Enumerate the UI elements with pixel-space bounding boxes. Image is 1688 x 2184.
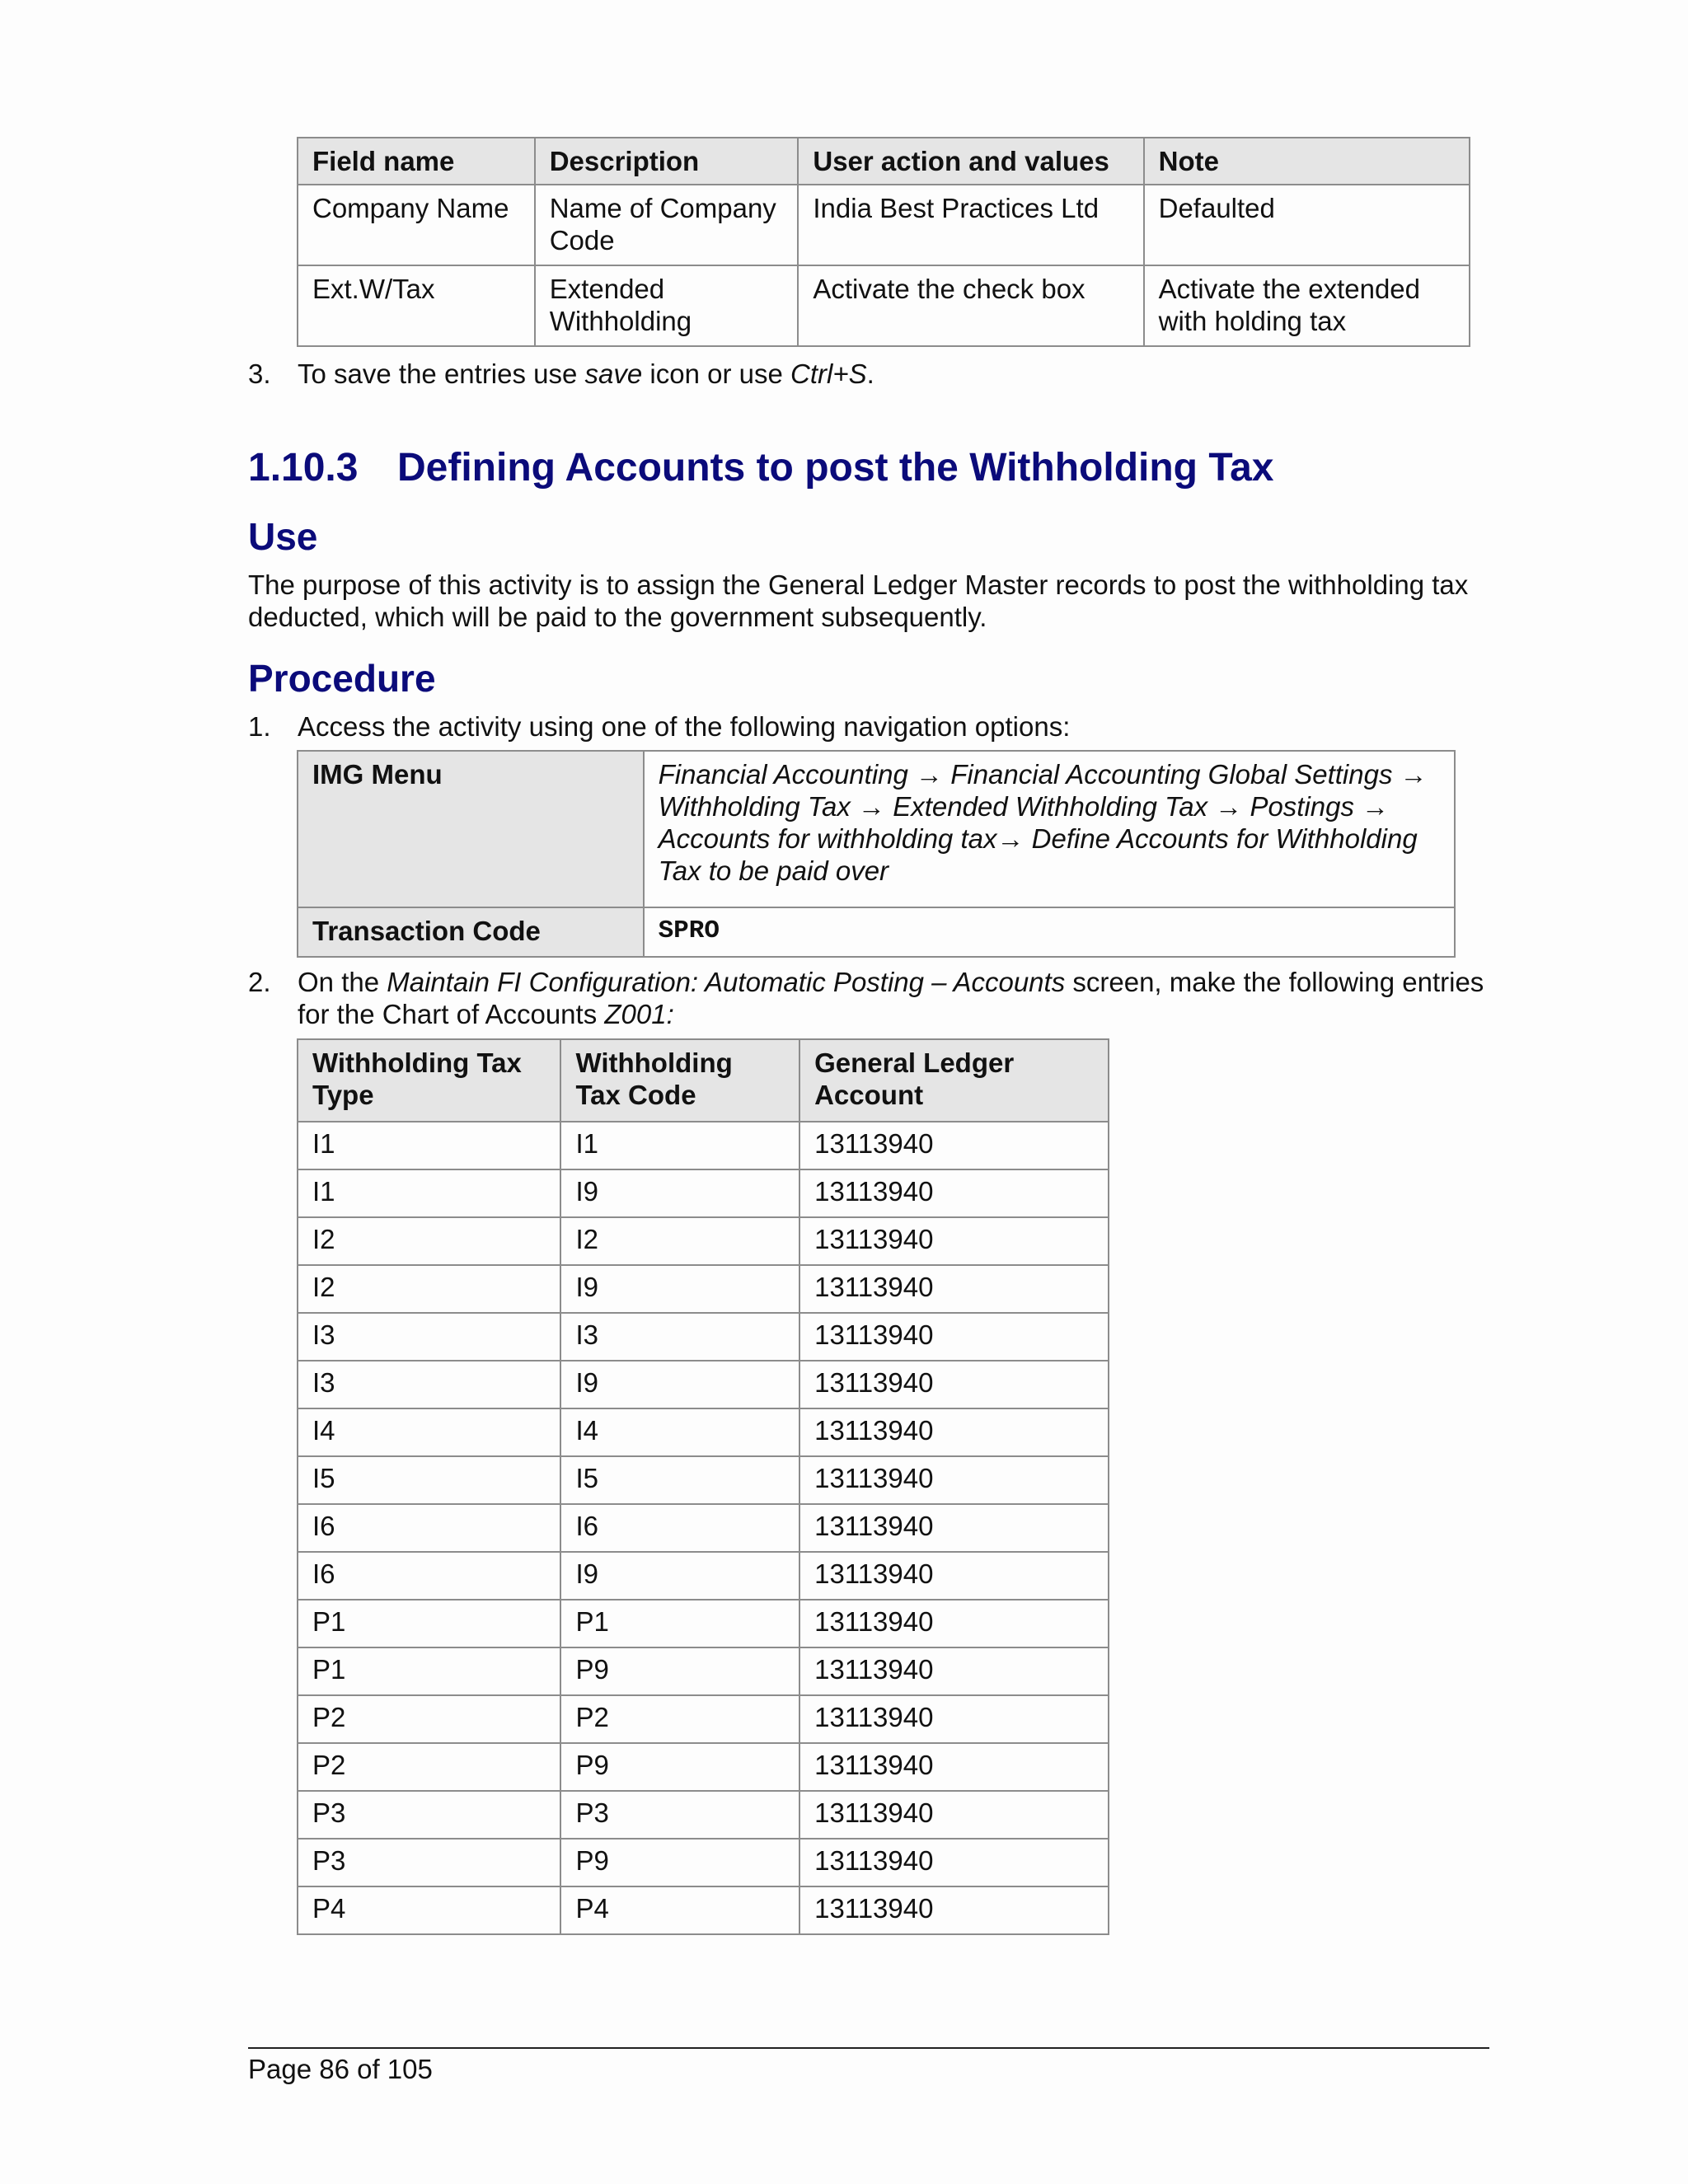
table-cell: I1 <box>298 1122 560 1169</box>
table-cell: I6 <box>298 1504 560 1552</box>
use-heading: Use <box>248 515 318 558</box>
table-cell: I3 <box>560 1313 799 1361</box>
table-cell: I1 <box>298 1169 560 1217</box>
table-cell: P4 <box>560 1886 799 1934</box>
table-header-row <box>298 138 1470 185</box>
table-cell: 13113940 <box>799 1408 1109 1456</box>
table-cell: Name of Company Code <box>535 185 799 265</box>
table-cell: 13113940 <box>799 1313 1109 1361</box>
step-number: 3. <box>248 359 271 389</box>
section-number: 1.10.3 <box>248 446 359 490</box>
table-cell: P9 <box>560 1743 799 1791</box>
gl-accounts-table <box>297 1038 1109 1935</box>
table-cell: P3 <box>298 1791 560 1839</box>
column-header: Withholding Tax Code <box>560 1039 799 1122</box>
table-cell: I9 <box>560 1361 799 1408</box>
table-cell: P1 <box>298 1647 560 1695</box>
use-text: The purpose of this activity is to assign the General Ledger Master records to post the withholding tax deducted, which will be paid to the government subsequently. <box>248 569 1469 632</box>
table-row <box>298 1313 1109 1361</box>
table-cell: I6 <box>298 1552 560 1600</box>
table-cell: I2 <box>298 1265 560 1313</box>
table-cell: P4 <box>298 1886 560 1934</box>
table-cell: India Best Practices Ltd <box>798 185 1143 265</box>
table-row <box>298 1169 1109 1217</box>
table-cell: I4 <box>560 1408 799 1456</box>
table-row <box>298 1791 1109 1839</box>
table-cell: 13113940 <box>799 1265 1109 1313</box>
table-cell: I9 <box>560 1265 799 1313</box>
table-cell: 13113940 <box>799 1839 1109 1886</box>
chart-of-accounts: Z001: <box>604 999 674 1029</box>
table-cell: Activate the extended with holding tax <box>1144 265 1470 346</box>
table-row <box>298 1743 1109 1791</box>
table-cell: I2 <box>560 1217 799 1265</box>
table-cell: 13113940 <box>799 1122 1109 1169</box>
company-field-table <box>297 137 1470 347</box>
table-row <box>298 1217 1109 1265</box>
img-menu-label: IMG Menu <box>298 751 644 907</box>
section-title: Defining Accounts to post the Withholding Tax <box>397 446 1274 490</box>
table-cell: P1 <box>560 1600 799 1647</box>
table-cell: Company Name <box>298 185 535 265</box>
table-cell: P9 <box>560 1647 799 1695</box>
table-cell: 13113940 <box>799 1647 1109 1695</box>
save-word: save <box>584 359 643 389</box>
column-header: General Ledger Account <box>799 1039 1109 1122</box>
table-row <box>298 1122 1109 1169</box>
table-cell: I6 <box>560 1504 799 1552</box>
column-header: Description <box>535 138 799 185</box>
transaction-code-value: SPRO <box>644 907 1455 957</box>
table-row <box>298 1695 1109 1743</box>
table-row <box>298 1265 1109 1313</box>
section-heading <box>248 445 1273 490</box>
table-row <box>298 1456 1109 1504</box>
table-row <box>298 907 1455 957</box>
table-cell: P3 <box>298 1839 560 1886</box>
table-row <box>298 1361 1109 1408</box>
step-text: On the Maintain FI Configuration: Automatic Posting – Accounts screen, make the following entries for the Chart of Accounts Z001: <box>298 967 1484 1029</box>
table-cell: I1 <box>560 1122 799 1169</box>
table-cell: P2 <box>298 1695 560 1743</box>
navigation-table <box>297 750 1456 958</box>
column-header: Field name <box>298 138 535 185</box>
table-cell: P1 <box>298 1600 560 1647</box>
table-cell: I5 <box>560 1456 799 1504</box>
table-row <box>298 1504 1109 1552</box>
step-number: 1. <box>248 711 271 742</box>
table-cell: Defaulted <box>1144 185 1470 265</box>
table-row <box>298 751 1455 907</box>
table-cell: P3 <box>560 1791 799 1839</box>
table-cell: P2 <box>298 1743 560 1791</box>
table-row <box>298 1886 1109 1934</box>
table-cell: Ext.W/Tax <box>298 265 535 346</box>
table-row <box>298 185 1470 265</box>
table-cell: I3 <box>298 1361 560 1408</box>
footer-divider <box>248 2047 1489 2049</box>
table-row <box>298 1647 1109 1695</box>
column-header: User action and values <box>798 138 1143 185</box>
column-header: Withholding Tax Type <box>298 1039 560 1122</box>
table-row <box>298 1552 1109 1600</box>
table-cell: I5 <box>298 1456 560 1504</box>
table-cell: 13113940 <box>799 1886 1109 1934</box>
table-row <box>298 265 1470 346</box>
table-cell: 13113940 <box>799 1695 1109 1743</box>
table-cell: I2 <box>298 1217 560 1265</box>
table-cell: 13113940 <box>799 1552 1109 1600</box>
table-cell: I4 <box>298 1408 560 1456</box>
table-cell: Activate the check box <box>798 265 1143 346</box>
shortcut: Ctrl+S <box>790 359 867 389</box>
table-row <box>298 1839 1109 1886</box>
table-cell: P9 <box>560 1839 799 1886</box>
table-header-row <box>298 1039 1109 1122</box>
page-number: Page 86 of 105 <box>248 2054 433 2084</box>
table-cell: 13113940 <box>799 1169 1109 1217</box>
table-cell: I9 <box>560 1552 799 1600</box>
step-number: 2. <box>248 967 271 997</box>
procedure-heading: Procedure <box>248 657 436 700</box>
table-cell: 13113940 <box>799 1600 1109 1647</box>
table-cell: 13113940 <box>799 1791 1109 1839</box>
table-cell: 13113940 <box>799 1456 1109 1504</box>
table-row <box>298 1600 1109 1647</box>
transaction-code-label: Transaction Code <box>298 907 644 957</box>
table-cell: 13113940 <box>799 1217 1109 1265</box>
step-text: To save the entries use save icon or use Ctrl+S. <box>298 359 874 389</box>
table-cell: I9 <box>560 1169 799 1217</box>
table-cell: 13113940 <box>799 1361 1109 1408</box>
table-cell: I3 <box>298 1313 560 1361</box>
column-header: Note <box>1144 138 1470 185</box>
table-row <box>298 1408 1109 1456</box>
step-text: Access the activity using one of the following navigation options: <box>298 711 1071 742</box>
table-cell: Extended Withholding <box>535 265 799 346</box>
table-cell: 13113940 <box>799 1743 1109 1791</box>
screen-name: Maintain FI Configuration: Automatic Posting – Accounts <box>387 967 1066 997</box>
table-cell: P2 <box>560 1695 799 1743</box>
table-cell: 13113940 <box>799 1504 1109 1552</box>
img-menu-path: Financial Accounting → Financial Accounting Global Settings → Withholding Tax → Extended Withholding Tax → Postings → Accounts for withholding tax→ Define Accounts for Withholding Tax to be paid over <box>644 751 1455 907</box>
